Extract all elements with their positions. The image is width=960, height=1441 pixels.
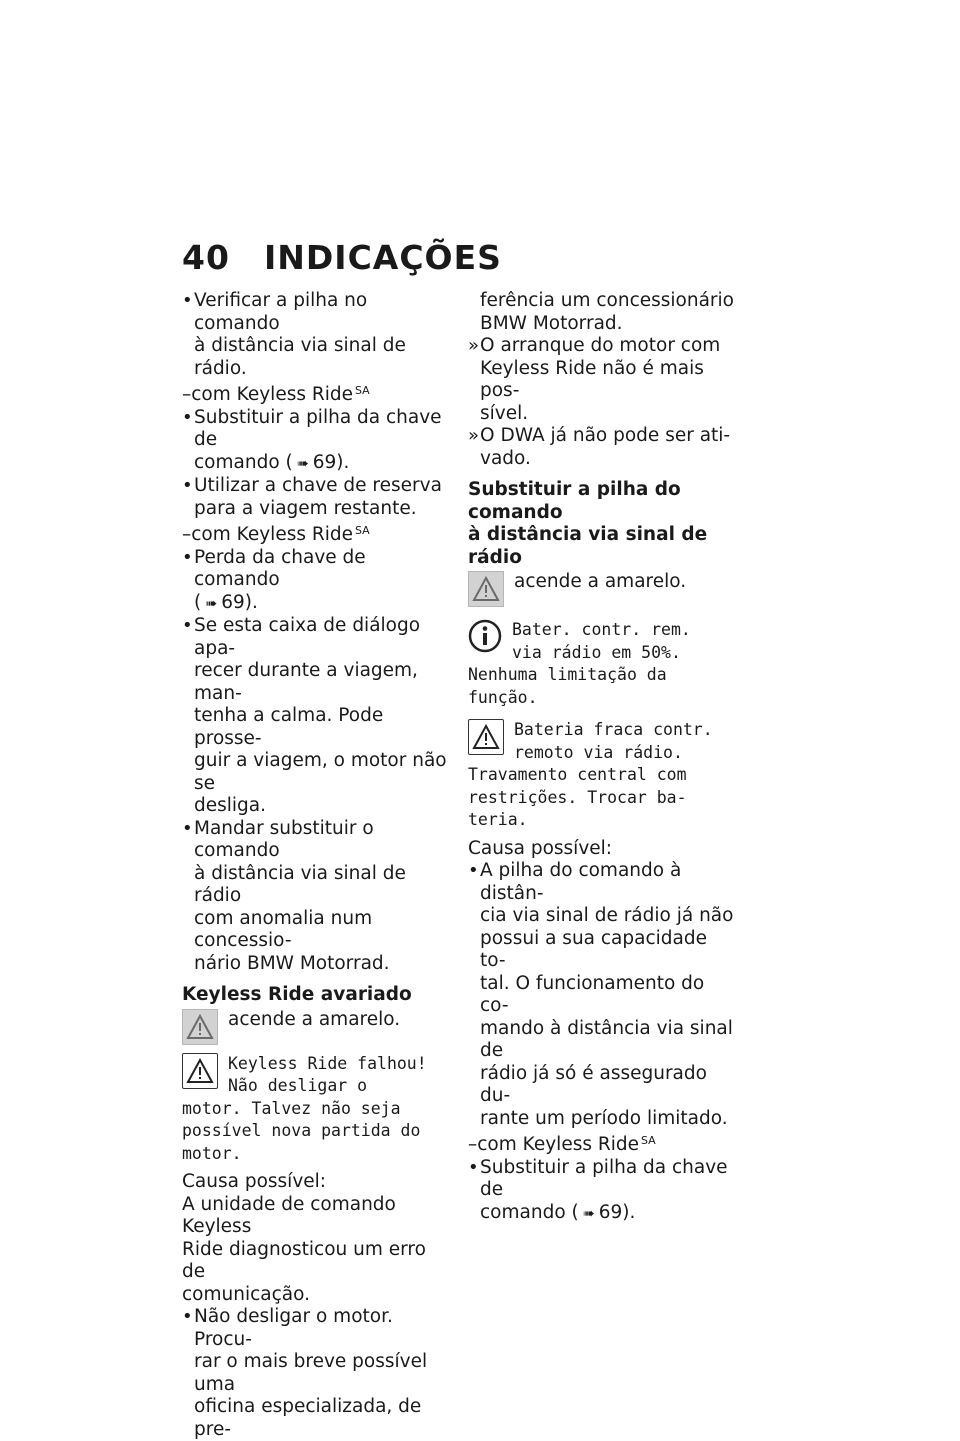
- list-item: [182, 547, 450, 616]
- message-text: Bater. contr. rem.: [512, 620, 691, 639]
- message-text: Não desligar o: [228, 1076, 368, 1095]
- item-text: mando à distância via sinal de: [480, 1017, 733, 1061]
- item-text: O DWA já não pode ser ati-: [480, 425, 731, 446]
- right-column: [468, 290, 736, 1225]
- sa-superscript: SA: [354, 384, 370, 397]
- item-text: possui a sua capacidade to-: [480, 927, 707, 971]
- info-icon: [468, 619, 502, 653]
- display-message: [182, 1053, 450, 1166]
- bullet-mark: •: [468, 1156, 479, 1178]
- item-text: Substituir a pilha da chave de: [194, 406, 442, 450]
- item-text: (: [194, 591, 202, 613]
- message-text: restrições. Trocar ba-: [468, 787, 687, 807]
- list-item: [182, 818, 450, 976]
- list-item: [468, 1157, 736, 1226]
- condition-line: [182, 520, 450, 547]
- page-number: 40: [182, 238, 230, 277]
- item-text: Substituir a pilha da chave de: [480, 1156, 728, 1200]
- section-title-line: Substituir a pilha do comando: [468, 479, 681, 523]
- item-text: comando (: [194, 451, 293, 473]
- condition-line: [468, 1130, 736, 1157]
- message-text: motor.: [182, 1143, 242, 1163]
- list-item: [182, 615, 450, 818]
- condition-text: com Keyless Ride: [477, 1134, 639, 1155]
- sa-superscript: SA: [640, 1134, 656, 1147]
- bullet-mark: •: [182, 475, 193, 496]
- item-text: rar o mais breve possível uma: [194, 1351, 428, 1395]
- condition-text: com Keyless Ride: [191, 384, 353, 405]
- message-text: via rádio em 50%.: [512, 642, 681, 662]
- message-text: motor. Talvez não seja: [182, 1098, 401, 1118]
- dash-mark: –: [182, 524, 192, 545]
- message-text: remoto via rádio.: [514, 742, 683, 762]
- list-item: [468, 335, 736, 425]
- bullet-mark: •: [182, 406, 193, 428]
- warning-triangle-icon: [182, 1053, 218, 1089]
- item-text: comando (: [480, 1201, 579, 1223]
- message-text: Travamento central com: [468, 765, 687, 784]
- list-item: [182, 290, 450, 380]
- message-text: função.: [468, 687, 538, 707]
- result-mark: »: [468, 335, 480, 356]
- bullet-mark: •: [182, 817, 193, 839]
- cause-label: Causa possível:: [182, 1171, 327, 1192]
- bullet-mark: •: [182, 615, 193, 636]
- warning-triangle-icon: [468, 719, 504, 755]
- condition-line: [182, 380, 450, 407]
- cause-text: A unidade de comando Keyless: [182, 1193, 396, 1237]
- section-title: Keyless Ride avariado: [182, 984, 412, 1005]
- item-text: Se esta caixa de diálogo apa-: [194, 615, 421, 659]
- arrow-ref-icon[interactable]: ➠: [205, 595, 218, 612]
- list-item: [182, 1306, 450, 1441]
- display-message: [468, 719, 736, 832]
- bullet-mark: •: [182, 546, 193, 568]
- item-text: vado.: [480, 447, 531, 469]
- bullet-mark: •: [182, 290, 193, 311]
- page-header: [182, 238, 502, 282]
- bullet-mark: •: [182, 1306, 193, 1327]
- item-text: guir a viagem, o motor não se: [194, 750, 447, 794]
- cause-text: Ride diagnosticou um erro de: [182, 1238, 426, 1282]
- item-text: Keyless Ride não é mais pos-: [480, 357, 704, 401]
- arrow-ref-icon[interactable]: ➠: [296, 455, 309, 472]
- display-message: [468, 619, 736, 709]
- item-text: recer durante a viagem, man-: [194, 660, 418, 704]
- condition-text: com Keyless Ride: [191, 524, 353, 545]
- continued-text: [468, 290, 736, 335]
- item-text: O arranque do motor com: [480, 335, 721, 356]
- cause-text: comunicação.: [182, 1283, 310, 1305]
- cause-label: Causa possível:: [468, 837, 613, 859]
- bullet-mark: •: [468, 860, 479, 881]
- lamp-text: acende a amarelo.: [514, 571, 687, 592]
- item-text: A pilha do comando à distân-: [480, 860, 682, 904]
- indicator-lamp: [468, 571, 736, 607]
- item-text: oficina especializada, de pre-: [194, 1396, 422, 1440]
- item-text: rádio já só é assegurado du-: [480, 1062, 707, 1106]
- section-title: [468, 479, 736, 569]
- item-text: com anomalia num concessio-: [194, 907, 373, 951]
- message-text: teria.: [468, 810, 528, 829]
- page-reference[interactable]: 69).: [598, 1201, 636, 1223]
- page-reference[interactable]: 69).: [221, 591, 258, 613]
- item-text: Mandar substituir o comando: [194, 817, 374, 861]
- list-item: [468, 425, 736, 470]
- message-text: possível nova partida do: [182, 1121, 421, 1140]
- item-text: desliga.: [194, 795, 267, 816]
- item-text: para a viagem restante.: [194, 497, 417, 519]
- arrow-ref-icon[interactable]: ➠: [582, 1205, 595, 1222]
- item-text: nário BMW Motorrad.: [194, 952, 390, 974]
- page-title: INDICAÇÕES: [264, 238, 502, 277]
- warning-triangle-icon: [182, 1009, 218, 1045]
- item-text: Não desligar o motor. Procu-: [194, 1306, 393, 1350]
- item-text: cia via sinal de rádio já não: [480, 905, 734, 926]
- dash-mark: –: [182, 384, 192, 405]
- dash-mark: –: [468, 1134, 478, 1155]
- list-item: [182, 407, 450, 476]
- list-item: [182, 475, 450, 520]
- item-text: BMW Motorrad.: [480, 312, 623, 334]
- section-title-line: à distância via sinal de rádio: [468, 524, 708, 568]
- item-text: à distância via sinal de rádio: [194, 862, 406, 906]
- sa-superscript: SA: [354, 524, 370, 537]
- item-text: sível.: [480, 402, 529, 424]
- item-text: tal. O funcionamento do co-: [480, 972, 705, 1016]
- lamp-text: acende a amarelo.: [228, 1008, 401, 1030]
- result-mark: »: [468, 425, 480, 446]
- list-item: [468, 860, 736, 1130]
- item-text: Utilizar a chave de reserva: [194, 475, 442, 496]
- item-text: ferência um concessionário: [480, 290, 734, 311]
- item-text: à distância via sinal de rádio.: [194, 335, 406, 379]
- page-reference[interactable]: 69).: [312, 451, 350, 473]
- message-text: Nenhuma limitação da: [468, 665, 667, 684]
- indicator-lamp: [182, 1009, 450, 1045]
- item-text: rante um período limitado.: [480, 1107, 728, 1129]
- item-text: Verificar a pilha no comando: [194, 290, 368, 334]
- message-text: Bateria fraca contr.: [514, 720, 713, 739]
- message-text: Keyless Ride falhou!: [228, 1053, 427, 1073]
- item-text: tenha a calma. Pode prosse-: [194, 705, 384, 749]
- left-column: [182, 290, 450, 1441]
- warning-triangle-icon: [468, 571, 504, 607]
- item-text: Perda da chave de comando: [194, 546, 366, 590]
